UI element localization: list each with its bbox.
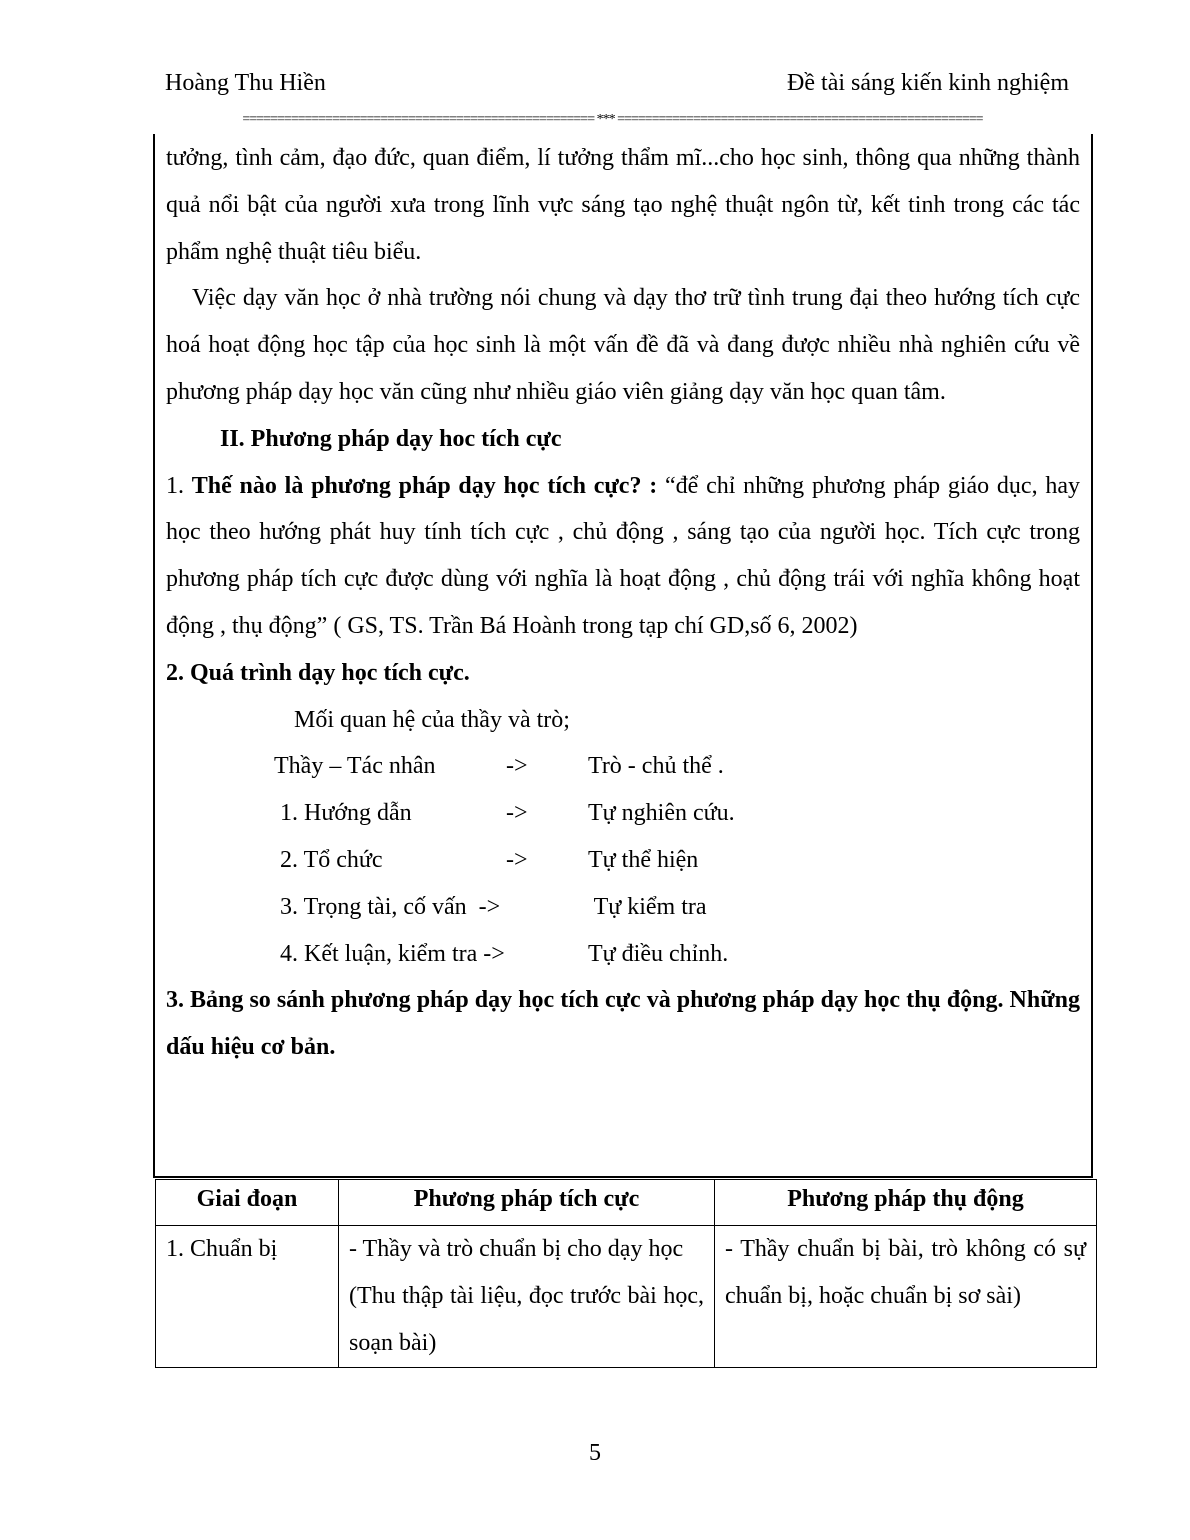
- relation-student: Trò - chủ thể .: [588, 753, 724, 780]
- item-2-number: 2: [166, 659, 178, 686]
- comparison-table: [155, 1179, 1097, 1368]
- paragraph-2: Việc dạy văn học ở nhà trường nói chung và dạy thơ trữ tình trung đại theo hướng tích cực hoá hoạt động học tập của học sinh là một vấn đề đã và đang được nhiều nhà nghiên cứu về phương pháp dạy học văn cũng như nhiều giáo viên giảng dạy văn học quan tâm.: [166, 285, 1080, 405]
- table-cell-stage: 1. Chuẩn bị: [156, 1226, 339, 1368]
- relation-student: Tự kiểm tra: [588, 893, 707, 920]
- relation-teacher: 2. Tổ chức: [274, 846, 383, 873]
- relation-arrow: ->: [506, 846, 528, 873]
- section-heading-text: II. Phương pháp dạy hoc tích cực: [220, 425, 562, 452]
- page-number: 5: [589, 1440, 601, 1466]
- relation-row: [274, 743, 1080, 790]
- relation-teacher: Thầy – Tác nhân: [274, 753, 436, 780]
- item-3-heading: . Bảng so sánh phương pháp dạy học tích cực và phương pháp dạy học thụ động. Những dấu hiệu cơ bản.: [166, 987, 1080, 1061]
- relation-title: Mối quan hệ của thầy và trò;: [294, 706, 570, 733]
- section-heading-2: [166, 416, 1080, 463]
- document-body: [166, 135, 1080, 1071]
- item-2: [166, 650, 1080, 697]
- relation-teacher: 1. Hướng dẫn: [274, 800, 412, 827]
- relation-teacher: 3. Trọng tài, cố vấn ->: [274, 893, 501, 920]
- relation-row: [274, 931, 1080, 978]
- item-1-text: “để chỉ những phương pháp giáo dục, hay học theo hướng phát huy tính tích cực , chủ động , sáng tạo của người học. Tích cực trong phương pháp tích cực được dùng với nghĩa là hoạt động , chủ động trái với nghĩa không hoạt động , thụ động” ( GS, TS. Trần Bá Hoành trong tạp chí GD,số 6, 2002): [166, 472, 1081, 639]
- relation-student: Tự nghiên cứu.: [588, 800, 735, 827]
- header-author: Hoàng Thu Hiền: [165, 70, 326, 96]
- item-1: [166, 463, 1080, 650]
- table-cell-active: [339, 1226, 715, 1368]
- active-line-2: (Thu thập tài liệu, đọc trước bài học, soạn bài): [349, 1283, 704, 1356]
- table-header-stage: Giai đoạn: [156, 1180, 339, 1226]
- table-row: [156, 1226, 1097, 1368]
- item-2-heading: . Quá trình dạy học tích cực.: [178, 659, 470, 686]
- table-cell-passive: - Thầy chuẩn bị bài, trò không có sự chuẩn bị, hoặc chuẩn bị sơ sài): [715, 1226, 1097, 1368]
- item-1-heading: Thế nào là phương pháp dạy học tích cực? :: [191, 472, 665, 499]
- relation-arrow: ->: [506, 800, 528, 827]
- relation-row: [274, 884, 1080, 931]
- active-line-1: - Thầy và trò chuẩn bị cho dạy học: [349, 1236, 684, 1262]
- paragraph-1: tưởng, tình cảm, đạo đức, quan điểm, lí tưởng thẩm mĩ...cho học sinh, thông qua những thành quả nổi bật của người xưa trong lĩnh vực sáng tạo nghệ thuật ngôn từ, kết tinh trong các tác phẩm nghệ thuật tiêu biểu.: [166, 145, 1080, 265]
- relation-row: [274, 837, 1080, 884]
- relation-arrow: ->: [506, 753, 528, 780]
- item-1-number: 1.: [166, 472, 192, 499]
- relation-student: Tự thể hiện: [588, 846, 699, 873]
- header-rule: =================================================== *** =====================================================: [242, 112, 983, 127]
- relation-row: [274, 790, 1080, 837]
- table-header-active: Phương pháp tích cực: [339, 1180, 715, 1226]
- header-title: Đề tài sáng kiến kinh nghiệm: [787, 70, 1069, 96]
- relation-list: [166, 743, 1080, 977]
- relation-teacher: 4. Kết luận, kiểm tra ->: [274, 940, 505, 967]
- relation-student: Tự điều chỉnh.: [588, 940, 729, 967]
- item-3-number: 3: [166, 987, 178, 1014]
- table-header-passive: Phương pháp thụ động: [715, 1180, 1097, 1226]
- item-3: [166, 977, 1080, 1071]
- table-header-row: [156, 1180, 1097, 1226]
